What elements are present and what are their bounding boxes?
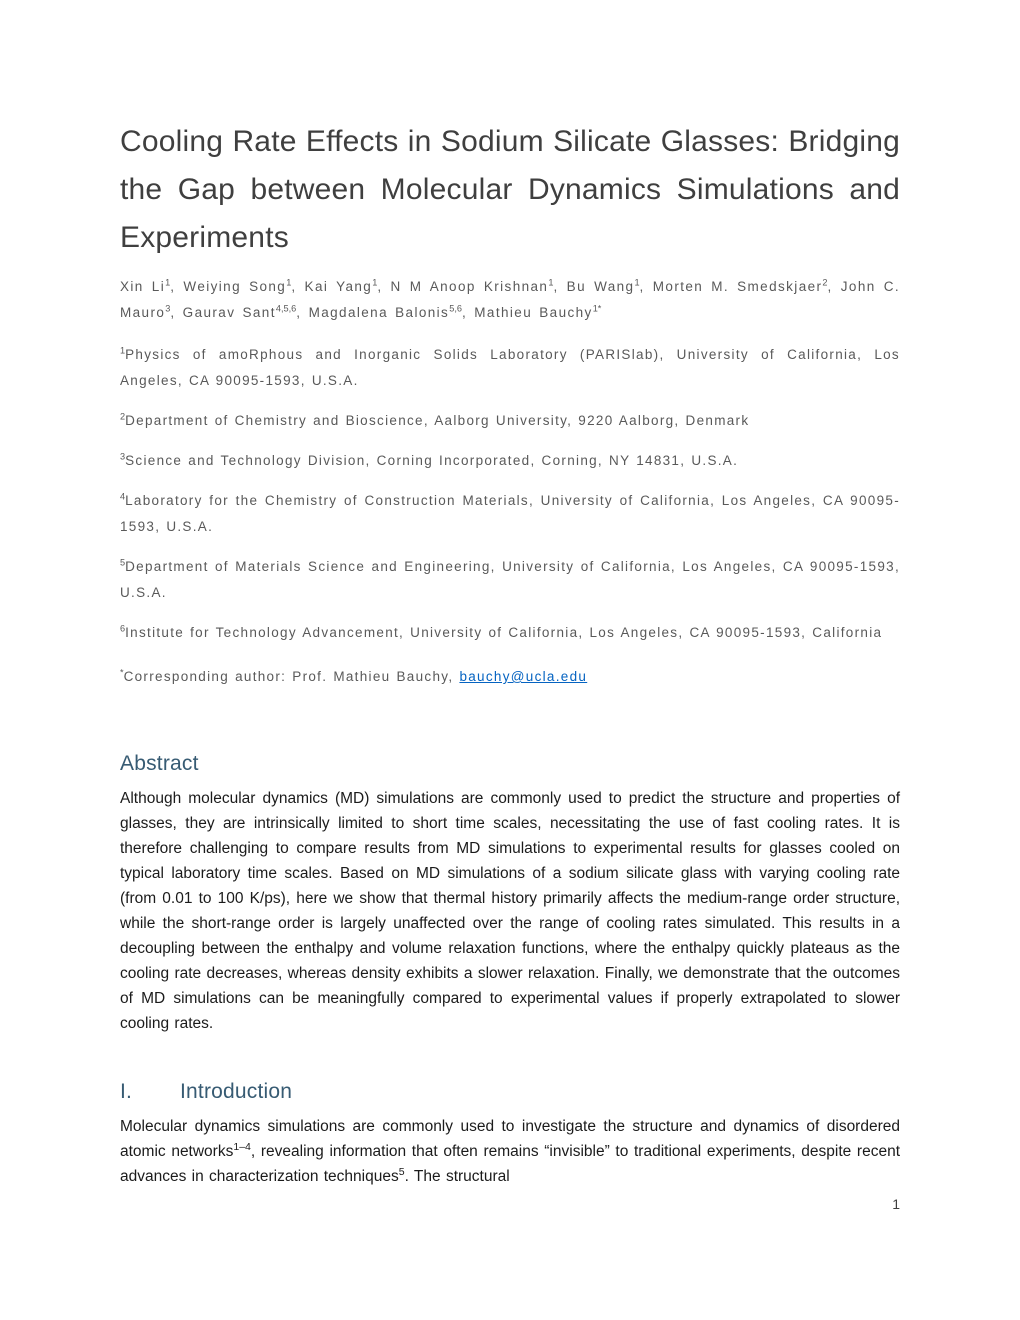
affiliation-2: [120, 408, 900, 434]
text-segment: Department of Materials Science and Engineering, University of California, Los Angeles, CA 90095-1593, U.S.A.: [120, 559, 900, 600]
text-segment: , Gaurav Sant: [170, 305, 276, 320]
text-segment: Institute for Technology Advancement, University of California, Los Angeles, CA 90095-1593, California: [125, 625, 883, 640]
text-segment: , Morten M. Smedskjaer: [639, 279, 823, 294]
text-segment: , revealing information that often remains “invisible” to traditional experiments, despite recent advances in characterization techniques: [120, 1143, 900, 1185]
superscript: 5: [120, 557, 126, 568]
text-segment: , Weiying Song: [170, 279, 287, 294]
superscript: 5,6: [449, 303, 462, 314]
text-segment: , N M Anoop Krishnan: [377, 279, 549, 294]
affiliation-5: [120, 554, 900, 606]
affiliation-6: [120, 620, 900, 646]
section-label: Introduction: [180, 1080, 293, 1103]
text-segment: , Magdalena Balonis: [296, 305, 450, 320]
superscript: 1: [165, 277, 171, 288]
superscript: 1*: [592, 303, 602, 314]
superscript: 5: [398, 1165, 405, 1178]
superscript: 4: [120, 491, 126, 502]
text-segment: Xin Li: [120, 279, 166, 294]
affiliation-1: [120, 342, 900, 394]
introduction-body: [120, 1114, 900, 1189]
page-number: 1: [892, 1196, 900, 1212]
superscript: 3: [120, 451, 126, 462]
superscript: 4,5,6: [275, 303, 297, 314]
author-list: [120, 274, 900, 326]
superscript: 1: [372, 277, 378, 288]
text-segment: , Bu Wang: [553, 279, 635, 294]
abstract-heading: Abstract: [120, 752, 199, 775]
text-segment: , John C. Mauro: [120, 279, 901, 320]
superscript: 3: [165, 303, 171, 314]
text-segment: , Mathieu Bauchy: [461, 305, 593, 320]
text-segment: Department of Chemistry and Bioscience, Aalborg University, 9220 Aalborg, Denmark: [125, 413, 750, 428]
affiliation-3: [120, 448, 900, 474]
text-segment: . The structural: [404, 1168, 510, 1185]
email-link[interactable]: bauchy@ucla.edu: [459, 669, 588, 684]
text-segment: , Kai Yang: [291, 279, 373, 294]
section-number: I.: [120, 1080, 133, 1103]
abstract-body: Although molecular dynamics (MD) simulations are commonly used to predict the structure and properties of glasses, they are intrinsically limited to short time scales, necessitating the use of fast cooling rates. It is therefore challenging to compare results from MD simulations to experimental results for glasses cooled on typical laboratory time scales. Based on MD simulations of a sodium silicate glass with varying cooling rate (from 0.01 to 100 K/ps), here we show that thermal history primarily affects the medium-range order structure, while the short-range order is largely unaffected over the range of cooling rates simulated. This results in a decoupling between the enthalpy and volume relaxation functions, where the enthalpy quickly plateaus as the cooling rate decreases, whereas density exhibits a slower relaxation. Finally, we demonstrate that the outcomes of MD simulations can be meaningfully compared to experimental values if properly extrapolated to slower cooling rates.: [120, 790, 900, 1032]
text-segment: Physics of amoRphous and Inorganic Solids Laboratory (PARISlab), University of California, Los Angeles, CA 90095-1593, U.S.A.: [120, 347, 900, 388]
text-segment: Corresponding author: Prof. Mathieu Bauchy,: [123, 669, 460, 684]
superscript: 6: [120, 623, 126, 634]
corresponding-author-line: [120, 664, 900, 690]
paper-title: Cooling Rate Effects in Sodium Silicate Glasses: Bridging the Gap between Molecular Dynamics Simulations and Experiments: [120, 125, 900, 254]
text-segment: Laboratory for the Chemistry of Construction Materials, University of California, Los Angeles, CA 90095-1593, U.S.A.: [120, 493, 900, 534]
superscript: 2: [120, 411, 126, 422]
text-segment: Molecular dynamics simulations are commonly used to investigate the structure and dynamics of disordered atomic networks: [120, 1118, 900, 1160]
text-segment: Science and Technology Division, Corning Incorporated, Corning, NY 14831, U.S.A.: [125, 453, 739, 468]
superscript: 1: [286, 277, 292, 288]
superscript: 1: [120, 345, 126, 356]
superscript: 1: [548, 277, 554, 288]
superscript: 2: [822, 277, 828, 288]
affiliation-4: [120, 488, 900, 540]
introduction-heading: [120, 1080, 900, 1104]
superscript: 1–4: [233, 1140, 251, 1153]
superscript: 1: [634, 277, 640, 288]
superscript: *: [120, 667, 124, 678]
